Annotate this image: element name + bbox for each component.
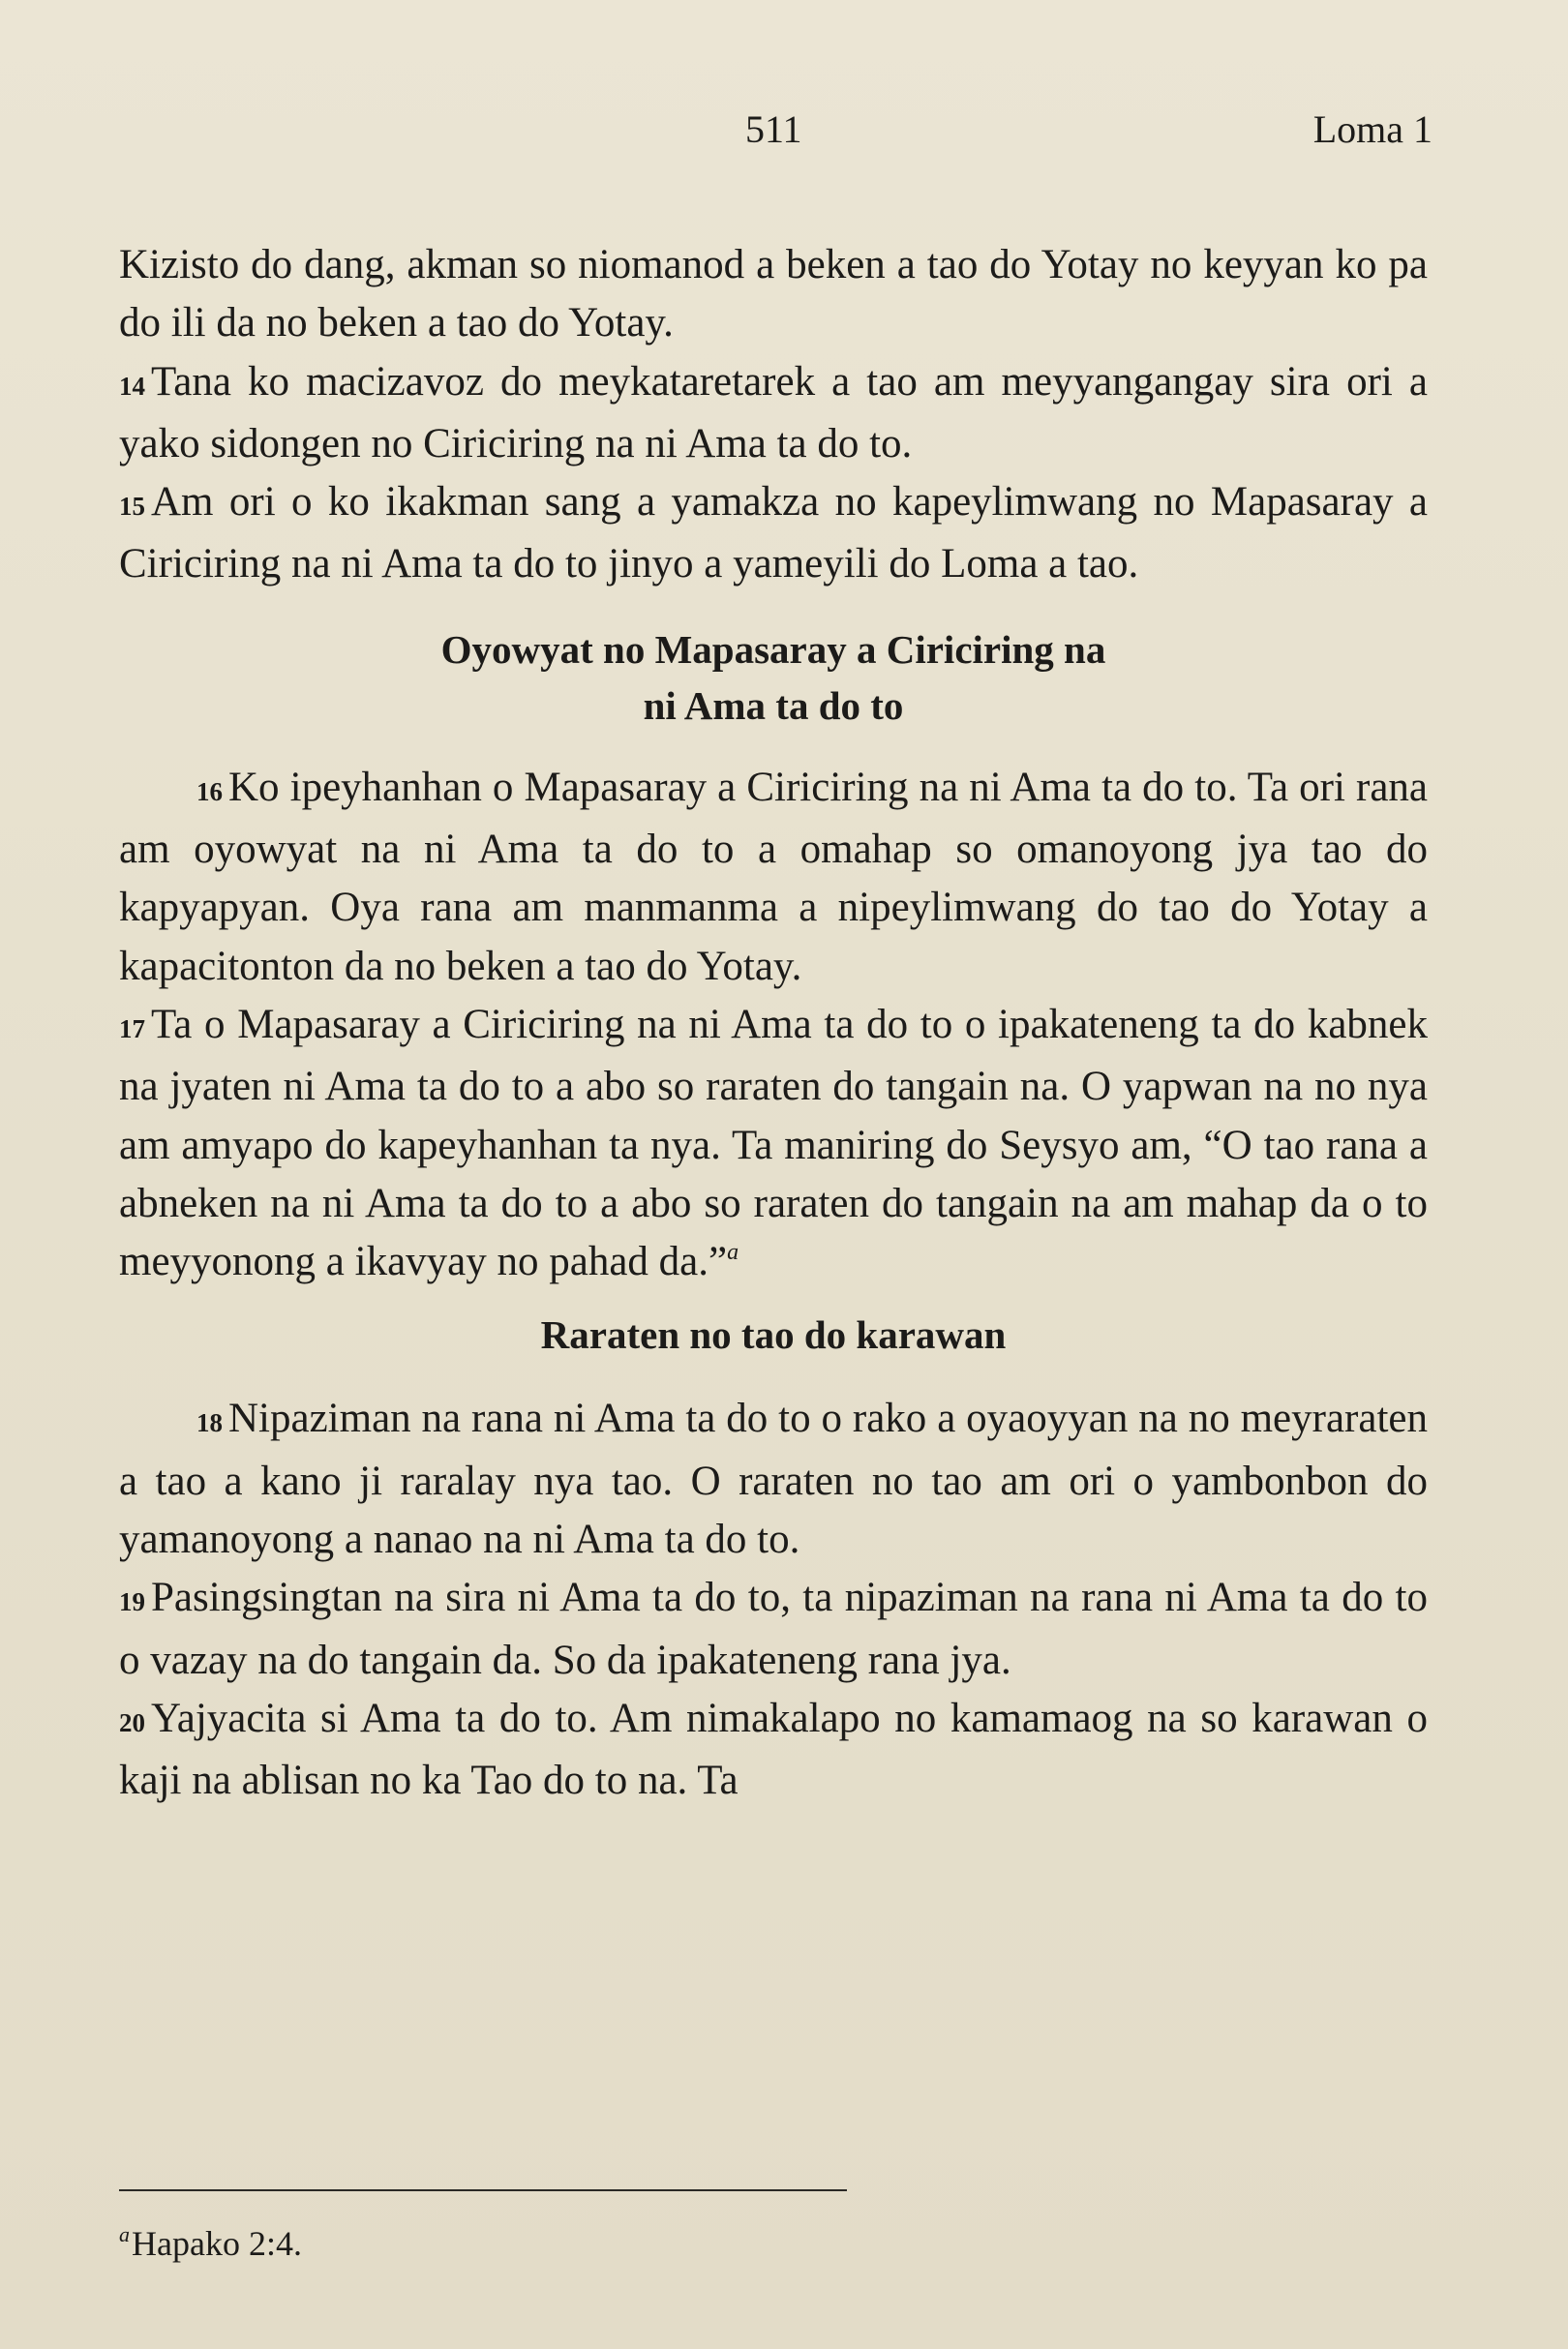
verse-text: Nipaziman na rana ni Ama ta do to o rako a oyaoyyan na no meyraraten a tao a kano ji raralay nya tao. O raraten no tao am ori o yambonbon do yamanoyong a nanao na ni Ama ta do to. <box>119 1396 1428 1563</box>
verse-18 <box>119 1390 1428 1569</box>
verse-15 <box>119 473 1428 594</box>
footnote-reference[interactable]: a <box>727 1240 739 1266</box>
verse-16 <box>119 759 1428 996</box>
verse-number: 15 <box>119 492 145 522</box>
body-text <box>119 236 1428 1811</box>
footnote-divider <box>119 2189 847 2191</box>
verse-text: Ko ipeyhanhan o Mapasaray a Ciriciring na ni Ama ta do to. Ta ori rana am oyowyat na ni Ama ta do to a omahap so omanoyong jya tao do kapyapyan. Oya rana am manmanma a nipeylimwang do tao do Yotay a kapacitonton da no beken a tao do Yotay. <box>119 764 1428 989</box>
footnote-text: Hapako 2:4. <box>132 2224 302 2263</box>
verse-14 <box>119 353 1428 474</box>
verse-text: Yajyacita si Ama ta do to. Am nimakalapo no kamamaog na so karawan o kaji na ablisan no ka Tao do to na. Ta <box>119 1695 1428 1804</box>
verse-number: 19 <box>119 1587 145 1617</box>
verse-text: Tana ko macizavoz do meykataretarek a tao am meyyangangay sira ori a yako sidongen no Ciriciring na ni Ama ta do to. <box>119 358 1428 467</box>
verse-19 <box>119 1569 1428 1690</box>
paragraph-continuation: Kizisto do dang, akman so niomanod a beken a tao do Yotay no keyyan ko pa do ili da no beken a tao do Yotay. <box>119 242 1428 346</box>
page-header <box>0 106 1568 165</box>
verse-number: 18 <box>196 1408 223 1438</box>
section-heading <box>119 621 1428 734</box>
footnote-marker: a <box>119 2222 130 2246</box>
section-heading-line: Raraten no tao do karawan <box>540 1312 1007 1358</box>
footnote <box>119 2222 302 2264</box>
section-heading-line: ni Ama ta do to <box>643 682 904 728</box>
verse-text: Ta o Mapasaray a Ciriciring na ni Ama ta do to o ipakateneng ta do kabnek na jyaten ni Ama ta do to a abo so raraten do tangain na. O yapwan na no nya am amyapo do kapeyhanhan ta nya. Ta maniring do Seysyo am, “O tao rana a abneken na ni Ama ta do to a abo so raraten do tangain na am mahap da o to meyyonong a ikavyay no pahad da.” <box>119 1001 1428 1285</box>
section-heading <box>119 1307 1428 1363</box>
page-number: 511 <box>745 107 802 151</box>
verse-text: Pasingsingtan na sira ni Ama ta do to, ta nipaziman na rana ni Ama ta do to o vazay na do tangain da. So da ipakateneng rana jya. <box>119 1575 1428 1683</box>
verse-number: 16 <box>196 776 223 806</box>
running-head: Loma 1 <box>1312 107 1432 151</box>
verse-number: 17 <box>119 1013 145 1043</box>
verse-20 <box>119 1690 1428 1811</box>
verse-text: Am ori o ko ikakman sang a yamakza no kapeylimwang no Mapasaray a Ciriciring na ni Ama ta do to jinyo a yameyili do Loma a tao. <box>119 479 1428 587</box>
verse-number: 14 <box>119 371 145 401</box>
section-heading-line: Oyowyat no Mapasaray a Ciriciring na <box>440 626 1106 672</box>
verse-number: 20 <box>119 1707 145 1737</box>
verse-17 <box>119 996 1428 1291</box>
